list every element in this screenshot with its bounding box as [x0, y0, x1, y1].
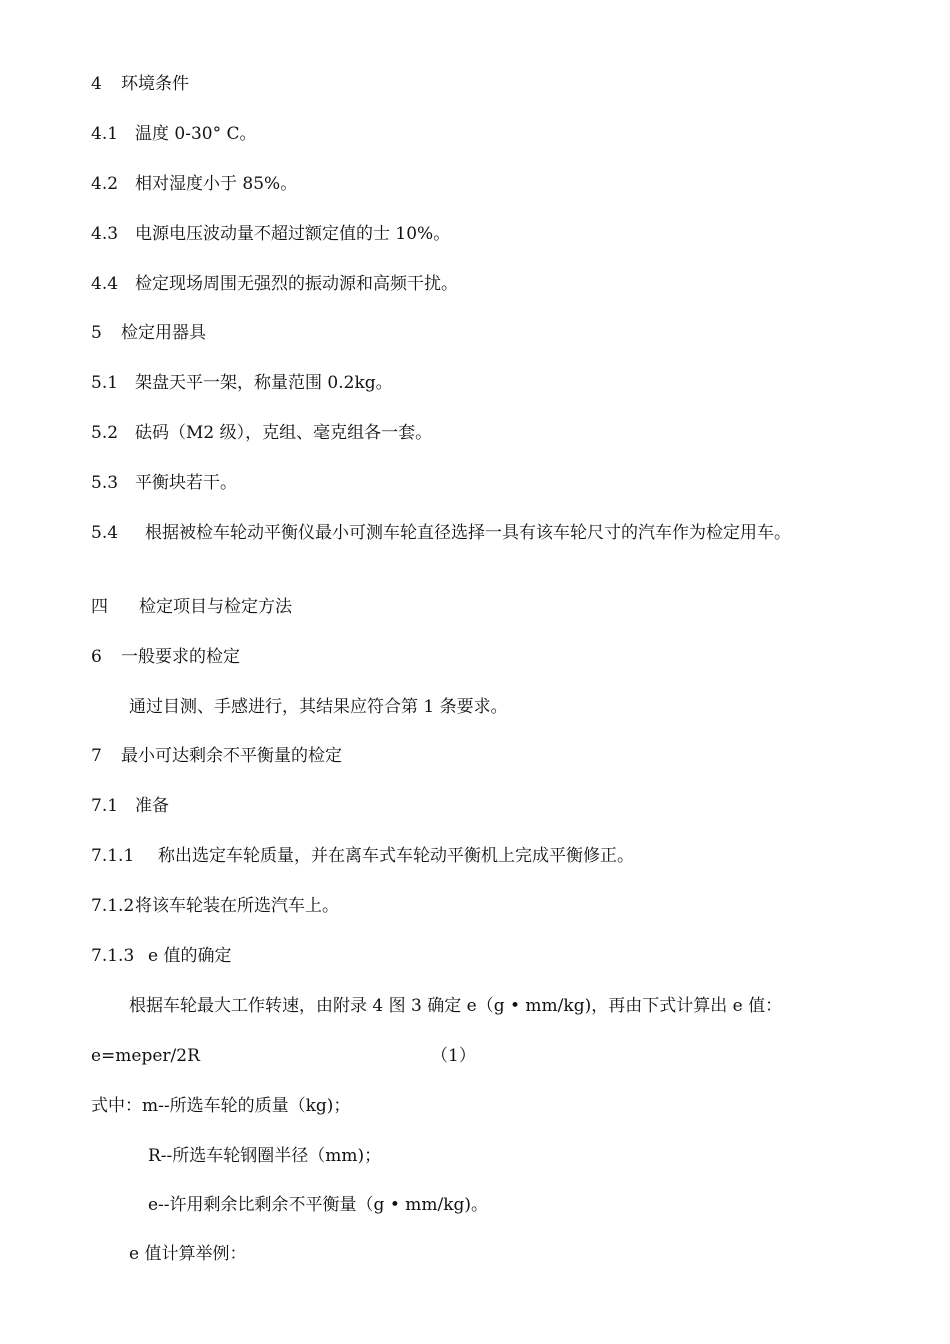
section-heading-5: [91, 322, 206, 344]
section-heading-7: [91, 745, 342, 767]
clause-5-4: [91, 522, 791, 544]
clause-text: 将该车轮装在所选汽车上。: [135, 896, 339, 916]
clause-5-2: [91, 422, 432, 444]
clause-4-4: [91, 273, 458, 295]
clause-4-1: [91, 123, 257, 145]
clause-4-3: [91, 223, 450, 245]
clause-5-1: [91, 372, 393, 394]
section-heading-4: [91, 73, 189, 95]
clause-text: 架盘天平一架，称量范围 0.2kg。: [135, 373, 393, 393]
clause-number: 7.1.3: [91, 946, 135, 966]
clause-text: 准备: [135, 796, 169, 816]
clause-text: 相对湿度小于 85%。: [135, 174, 298, 194]
formula-legend: R--所选车轮钢圈半径（mm)；: [148, 1146, 382, 1166]
clause-text: 电源电压波动量不超过额定值的士 10%。: [135, 224, 451, 244]
clause-4-2: [91, 173, 297, 195]
clause-text: 温度 0-30° C。: [135, 124, 257, 144]
clause-number: 7.1.1: [91, 846, 135, 866]
chapter-number: 四: [91, 597, 108, 617]
section-title: 一般要求的检定: [121, 647, 240, 667]
clause-7-1-1: [91, 845, 634, 867]
section-title: 检定用器具: [121, 323, 206, 343]
clause-number: 5.3: [91, 473, 119, 493]
section-heading-6: [91, 646, 240, 668]
clause-text: 砝码（M2 级），克组、毫克组各一套。: [135, 423, 433, 443]
clause-text: 平衡块若干。: [135, 473, 237, 493]
paragraph: 通过目测、手感进行，其结果应符合第 1 条要求。: [129, 697, 508, 717]
section-number: 5: [91, 323, 102, 343]
clause-number: 4.4: [91, 274, 119, 294]
clause-7-1-3: [91, 945, 231, 967]
clause-5-3: [91, 472, 237, 494]
formula-line: [91, 1045, 476, 1067]
paragraph: 根据车轮最大工作转速，由附录 4 图 3 确定 e（g • mm/kg)，再由下式计算出 e 值：: [129, 996, 783, 1016]
chapter-title: 检定项目与检定方法: [139, 597, 292, 617]
section-number: 7: [91, 746, 102, 766]
clause-text: e 值的确定: [148, 946, 232, 966]
formula-legend: 式中：m--所选车轮的质量（kg)；: [91, 1096, 351, 1116]
clause-7-1: [91, 795, 169, 817]
section-number: 6: [91, 647, 102, 667]
clause-number: 5.4: [91, 523, 119, 543]
clause-text: 根据被检车轮动平衡仪最小可测车轮直径选择一具有该车轮尺寸的汽车作为检定用车。: [145, 523, 791, 543]
section-title: 最小可达剩余不平衡量的检定: [121, 746, 342, 766]
formula-legend: e--许用剩余比剩余不平衡量（g • mm/kg)。: [148, 1195, 489, 1215]
clause-number: 4.1: [91, 124, 119, 144]
formula: e=meper/2R: [91, 1046, 200, 1066]
clause-text: 称出选定车轮质量，并在离车式车轮动平衡机上完成平衡修正。: [158, 846, 634, 866]
clause-7-1-2: [91, 895, 339, 917]
clause-number: 4.2: [91, 174, 119, 194]
section-title: 环境条件: [121, 74, 189, 94]
chapter-heading-4: [91, 596, 292, 618]
clause-number: 7.1.2: [91, 896, 135, 916]
clause-number: 4.3: [91, 224, 119, 244]
clause-number: 7.1: [91, 796, 119, 816]
clause-number: 5.1: [91, 373, 119, 393]
clause-text: 检定现场周围无强烈的振动源和高频干扰。: [135, 274, 458, 294]
equation-number: （1）: [431, 1046, 476, 1066]
paragraph: e 值计算举例：: [129, 1244, 247, 1264]
section-number: 4: [91, 74, 102, 94]
clause-number: 5.2: [91, 423, 119, 443]
